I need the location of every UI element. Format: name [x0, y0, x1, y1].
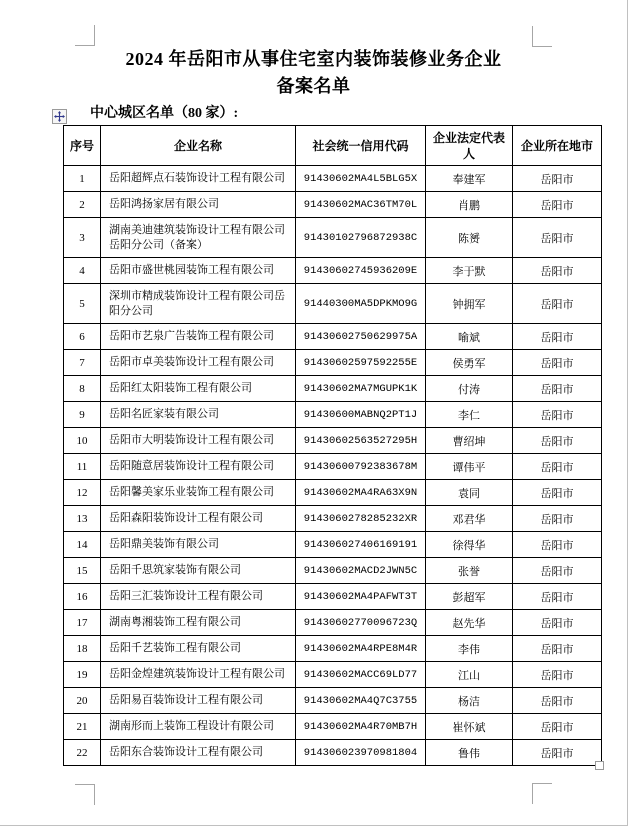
table-row — [64, 324, 602, 350]
company-name-cell: 岳阳森阳装饰设计工程有限公司 — [101, 506, 296, 532]
city-cell: 岳阳市 — [513, 714, 602, 740]
text-boundary-mark-top-right — [532, 26, 552, 47]
table-row — [64, 636, 602, 662]
city-cell: 岳阳市 — [513, 258, 602, 284]
legal-rep-cell: 陈赟 — [426, 218, 513, 258]
document-title — [0, 46, 627, 100]
credit-code-cell: 91430602750629975A — [296, 324, 426, 350]
credit-code-cell: 91440300MA5DPKMO9G — [296, 284, 426, 324]
legal-rep-cell: 崔怀斌 — [426, 714, 513, 740]
legal-rep-cell: 曹绍坤 — [426, 428, 513, 454]
legal-rep-cell: 江山 — [426, 662, 513, 688]
city-cell: 岳阳市 — [513, 454, 602, 480]
table-row — [64, 454, 602, 480]
row-number-cell: 2 — [64, 192, 101, 218]
company-name-cell: 岳阳鼎美装饰有限公司 — [101, 532, 296, 558]
city-cell: 岳阳市 — [513, 480, 602, 506]
legal-rep-cell: 杨洁 — [426, 688, 513, 714]
company-name-cell: 岳阳市艺泉广告装饰工程有限公司 — [101, 324, 296, 350]
column-header-legal-rep: 企业法定代表人 — [426, 126, 513, 166]
legal-rep-cell: 付涛 — [426, 376, 513, 402]
company-name-cell: 岳阳市盛世桃园装饰工程有限公司 — [101, 258, 296, 284]
credit-code-cell: 91430102796872938C — [296, 218, 426, 258]
row-number-cell: 17 — [64, 610, 101, 636]
table-row — [64, 688, 602, 714]
credit-code-cell: 91430602MA4PAFWT3T — [296, 584, 426, 610]
credit-code-cell: 91430602MACD2JWN5C — [296, 558, 426, 584]
title-line-1: 2024 年岳阳市从事住宅室内装饰装修业务企业 — [125, 49, 502, 69]
city-cell: 岳阳市 — [513, 324, 602, 350]
row-number-cell: 7 — [64, 350, 101, 376]
title-line-2: 备案名单 — [276, 76, 351, 96]
company-name-cell: 岳阳红太阳装饰工程有限公司 — [101, 376, 296, 402]
company-name-cell: 湖南美迪建筑装饰设计工程有限公司岳阳分公司（备案） — [101, 218, 296, 258]
row-number-cell: 15 — [64, 558, 101, 584]
row-number-cell: 1 — [64, 166, 101, 192]
table-row — [64, 350, 602, 376]
row-number-cell: 11 — [64, 454, 101, 480]
credit-code-cell: 91430602MA4L5BLG5X — [296, 166, 426, 192]
table-row — [64, 428, 602, 454]
credit-code-cell: 91430602MA4Q7C3755 — [296, 688, 426, 714]
city-cell: 岳阳市 — [513, 506, 602, 532]
table-row — [64, 714, 602, 740]
company-name-cell: 深圳市精成装饰设计工程有限公司岳阳分公司 — [101, 284, 296, 324]
city-cell: 岳阳市 — [513, 166, 602, 192]
legal-rep-cell: 赵先华 — [426, 610, 513, 636]
column-header-company-name: 企业名称 — [101, 126, 296, 166]
table-row — [64, 662, 602, 688]
legal-rep-cell: 侯勇军 — [426, 350, 513, 376]
city-cell: 岳阳市 — [513, 558, 602, 584]
company-name-cell: 岳阳三汇装饰设计工程有限公司 — [101, 584, 296, 610]
row-number-cell: 19 — [64, 662, 101, 688]
legal-rep-cell: 钟拥军 — [426, 284, 513, 324]
city-cell: 岳阳市 — [513, 284, 602, 324]
company-name-cell: 岳阳千思筑家装饰有限公司 — [101, 558, 296, 584]
text-boundary-mark-bottom-left — [75, 784, 95, 805]
move-cross-icon — [54, 111, 65, 122]
table-row — [64, 402, 602, 428]
city-cell: 岳阳市 — [513, 376, 602, 402]
table-row — [64, 506, 602, 532]
city-cell: 岳阳市 — [513, 584, 602, 610]
text-boundary-mark-bottom-right — [532, 783, 552, 804]
legal-rep-cell: 喻斌 — [426, 324, 513, 350]
city-cell: 岳阳市 — [513, 636, 602, 662]
company-name-cell: 岳阳鸿扬家居有限公司 — [101, 192, 296, 218]
row-number-cell: 22 — [64, 740, 101, 766]
legal-rep-cell: 谭伟平 — [426, 454, 513, 480]
row-number-cell: 8 — [64, 376, 101, 402]
companies-table — [63, 125, 602, 766]
city-cell: 岳阳市 — [513, 740, 602, 766]
company-name-cell: 岳阳东合装饰设计工程有限公司 — [101, 740, 296, 766]
row-number-cell: 10 — [64, 428, 101, 454]
table-header-row — [64, 126, 602, 166]
company-name-cell: 岳阳超辉点石装饰设计工程有限公司 — [101, 166, 296, 192]
table-row — [64, 376, 602, 402]
company-name-cell: 湖南粤湘装饰工程有限公司 — [101, 610, 296, 636]
table-move-handle[interactable] — [52, 109, 67, 124]
legal-rep-cell: 张誉 — [426, 558, 513, 584]
credit-code-cell: 91430602MA4RPE8M4R — [296, 636, 426, 662]
city-cell: 岳阳市 — [513, 350, 602, 376]
legal-rep-cell: 鲁伟 — [426, 740, 513, 766]
row-number-cell: 4 — [64, 258, 101, 284]
city-cell: 岳阳市 — [513, 428, 602, 454]
credit-code-cell: 914306027406169191 — [296, 532, 426, 558]
credit-code-cell: 91430602MA7MGUPK1K — [296, 376, 426, 402]
company-name-cell: 岳阳金煌建筑装饰设计工程有限公司 — [101, 662, 296, 688]
credit-code-cell: 9143060278285232XR — [296, 506, 426, 532]
company-name-cell: 岳阳千艺装饰工程有限公司 — [101, 636, 296, 662]
table-row — [64, 610, 602, 636]
company-name-cell: 岳阳名匠家装有限公司 — [101, 402, 296, 428]
credit-code-cell: 914306023970981804 — [296, 740, 426, 766]
table-body — [64, 166, 602, 766]
legal-rep-cell: 肖鹏 — [426, 192, 513, 218]
table-row — [64, 284, 602, 324]
table-row — [64, 532, 602, 558]
legal-rep-cell: 彭超军 — [426, 584, 513, 610]
table-row — [64, 258, 602, 284]
credit-code-cell: 91430602563527295H — [296, 428, 426, 454]
table-row — [64, 740, 602, 766]
row-number-cell: 3 — [64, 218, 101, 258]
table-row — [64, 192, 602, 218]
section-label: 中心城区名单（80 家）: — [90, 106, 239, 121]
row-number-cell: 21 — [64, 714, 101, 740]
row-number-cell: 20 — [64, 688, 101, 714]
column-header-index: 序号 — [64, 126, 101, 166]
credit-code-cell: 91430602MACC69LD77 — [296, 662, 426, 688]
credit-code-cell: 91430602MAC36TM70L — [296, 192, 426, 218]
row-number-cell: 5 — [64, 284, 101, 324]
row-number-cell: 14 — [64, 532, 101, 558]
credit-code-cell: 91430602770096723Q — [296, 610, 426, 636]
city-cell: 岳阳市 — [513, 218, 602, 258]
row-number-cell: 6 — [64, 324, 101, 350]
city-cell: 岳阳市 — [513, 610, 602, 636]
table-row — [64, 558, 602, 584]
row-number-cell: 18 — [64, 636, 101, 662]
credit-code-cell: 91430600MABNQ2PT1J — [296, 402, 426, 428]
legal-rep-cell: 袁同 — [426, 480, 513, 506]
table-resize-handle[interactable] — [595, 761, 604, 770]
city-cell: 岳阳市 — [513, 402, 602, 428]
row-number-cell: 9 — [64, 402, 101, 428]
table-row — [64, 166, 602, 192]
city-cell: 岳阳市 — [513, 192, 602, 218]
column-header-city: 企业所在地市 — [513, 126, 602, 166]
company-name-cell: 岳阳易百装饰设计工程有限公司 — [101, 688, 296, 714]
credit-code-cell: 91430600792383678M — [296, 454, 426, 480]
company-name-cell: 岳阳市卓美装饰设计工程有限公司 — [101, 350, 296, 376]
company-name-cell: 岳阳随意居装饰设计工程有限公司 — [101, 454, 296, 480]
legal-rep-cell: 奉建军 — [426, 166, 513, 192]
company-name-cell: 湖南形而上装饰工程设计有限公司 — [101, 714, 296, 740]
table-row — [64, 480, 602, 506]
text-boundary-mark-top-left — [75, 25, 95, 46]
table-row — [64, 584, 602, 610]
row-number-cell: 12 — [64, 480, 101, 506]
legal-rep-cell: 李仁 — [426, 402, 513, 428]
row-number-cell: 16 — [64, 584, 101, 610]
city-cell: 岳阳市 — [513, 688, 602, 714]
credit-code-cell: 91430602597592255E — [296, 350, 426, 376]
legal-rep-cell: 邓君华 — [426, 506, 513, 532]
row-number-cell: 13 — [64, 506, 101, 532]
company-name-cell: 岳阳馨美家乐业装饰工程有限公司 — [101, 480, 296, 506]
city-cell: 岳阳市 — [513, 662, 602, 688]
column-header-credit-code: 社会统一信用代码 — [296, 126, 426, 166]
company-name-cell: 岳阳市大明装饰设计工程有限公司 — [101, 428, 296, 454]
credit-code-cell: 91430602745936209E — [296, 258, 426, 284]
credit-code-cell: 91430602MA4RA63X9N — [296, 480, 426, 506]
table-row — [64, 218, 602, 258]
city-cell: 岳阳市 — [513, 532, 602, 558]
legal-rep-cell: 徐得华 — [426, 532, 513, 558]
legal-rep-cell: 李于默 — [426, 258, 513, 284]
legal-rep-cell: 李伟 — [426, 636, 513, 662]
credit-code-cell: 91430602MA4R70MB7H — [296, 714, 426, 740]
